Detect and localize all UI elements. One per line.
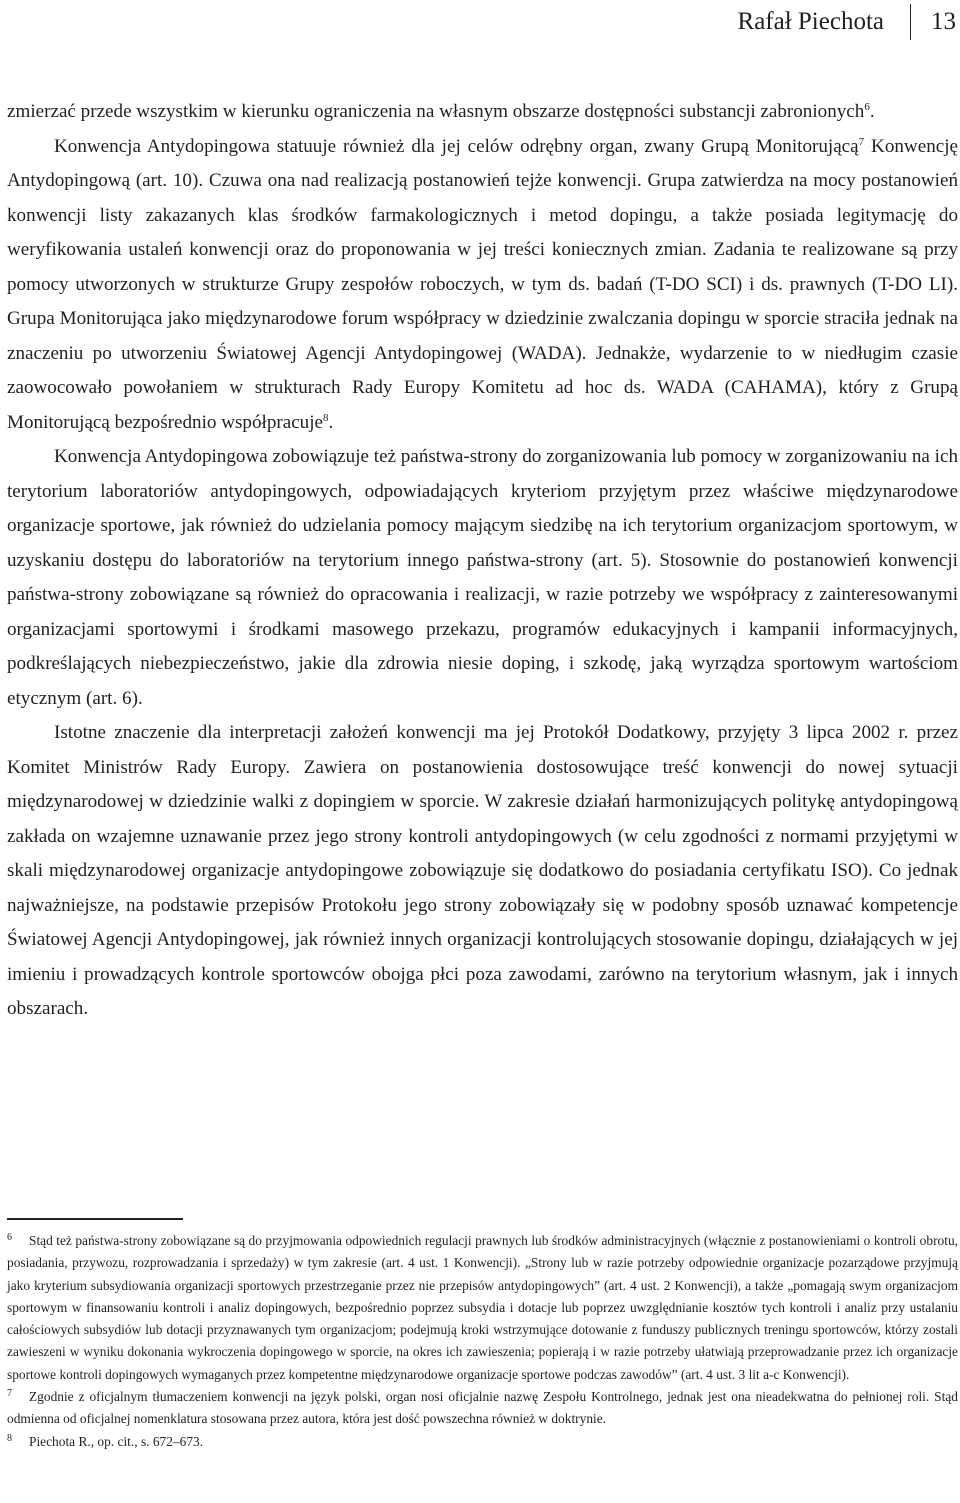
header-divider [910, 4, 911, 40]
footnote-separator [7, 1218, 183, 1220]
footnote-text: Stąd też państwa-strony zobowiązane są do przyjmowania odpowiednich regulacji prawnych lub środków administracyjnych (włącznie z postanowieniami o kontroli obrotu, posiadania, przywozu, rozprowadzania i sprzedaży) w tym zakresie (art. 4 ust. 1 Konwencji). „Strony lub w razie potrzeby odpowiednie organizacje pozarządowe przyjmują jako kryterium subsydiowania organizacji sportowych przestrzeganie przez nie przepisów antydopingowych” (art. 4 ust. 2 Konwencji), a także „pomagają swym organizacjom sportowym w finansowaniu kontroli i analiz dopingowych, bezpośrednio poprzez subsydia i dotacje lub poprzez uwzględnianie kosztów tych kontroli i analiz przy ustalaniu całościowych subsydiów lub dotacji przyznawanych tym organizacjom; podejmują kroki wstrzymujące dotowanie z funduszy publicznych treningu sportowców, którzy zostali zawieszeni w wyniku dokonania wykroczenia dopingowego w sporcie, na okres ich zawieszenia; popierają i w razie potrzeby ułatwiają przeprowadzanie przez ich organizacje sportowe kontroli dopingowych wymaganych przez kompetentne międzynarodowe organizacje sportowe podczas zawodów” (art. 4 ust. 3 lit a-c Konwencji). [7, 1233, 958, 1382]
footnote-text: Piechota R., op. cit., s. 672–673. [29, 1433, 204, 1449]
running-header-author: Rafał Piechota [737, 8, 884, 35]
body-paragraph [7, 95, 958, 130]
footnote-text: Zgodnie z oficjalnym tłumaczeniem konwencji na język polski, organ nosi oficjalnie nazwę Zespołu Kontrolnego, jednak jest ona nieadekwatna do pełnionej roli. Stąd odmienna od oficjalnej nomenklatura stosowana przez autora, która jest dość powszechna również w doktrynie. [7, 1389, 958, 1427]
paragraph-text: Istotne znaczenie dla interpretacji założeń konwencji ma jej Protokół Dodatkowy, przyjęty 3 lipca 2002 r. przez Komitet Ministrów Rady Europy. Zawiera on postanowienia dostosowujące treść konwencji do nowej sytuacji międzynarodowej w dziedzinie walki z dopingiem w sporcie. W zakresie działań harmonizujących politykę antydopingową zakłada on wzajemne uznawanie przez jego strony kontroli antydopingowych (w celu zgodności z normami przyjętymi w skali międzynarodowej organizacje antydopingowe zobowiązuje się dodatkowo do posiadania certyfikatu ISO). Co jednak najważniejsze, na podstawie przepisów Protokołu jego strony zobowiązały się w podobny sposób uznawać kompetencje Światowej Agencji Antydopingowej, jak również innych organizacji kontrolujących stosowanie dopingu, działających w jej imieniu i prowadzących kontrole sportowców obojga płci poza zawodami, zarówno na terytorium własnym, jak i innych obszarach. [7, 722, 958, 1019]
main-text [7, 95, 958, 1027]
footnote-item: 7 Zgodnie z oficjalnym tłumaczeniem konwencji na język polski, organ nosi oficjalnie nazwę Zespołu Kontrolnego, jednak jest ona nieadekwatna do pełnionej roli. Stąd odmienna od oficjalnej nomenklatura stosowana przez autora, która jest dość powszechna również w doktrynie. [7, 1388, 958, 1427]
page-number: 13 [931, 8, 956, 35]
footnote-reference[interactable]: 6 [864, 101, 870, 113]
footnote-item: 8 Piechota R., op. cit., s. 672–673. [7, 1432, 204, 1449]
paragraph-text: zmierzać przede wszystkim w kierunku ograniczenia na własnym obszarze dostępności substancji zabronionych [7, 101, 865, 122]
running-header [0, 0, 960, 44]
paragraph-text: Konwencja Antydopingowa statuuje również dla jej celów odrębny organ, zwany Grupą Monitorującą [54, 135, 859, 157]
footnote-reference[interactable]: 7 [858, 135, 865, 148]
paragraph-text: Konwencję Antydopingową (art. 10). Czuwa ona nad realizacją postanowień tejże konwencji. Grupa zatwierdza na mocy postanowień konwencji listy zakazanych klas środków farmakologicznych i metod dopingu, a także posiada legitymację do weryfikowania ustaleń konwencji oraz do proponowania w jej treści koniecznych zmian. Zadania te realizowane są przy pomocy utworzonych w strukturze Grupy zespołów roboczych, w tym ds. badań (T-DO SCI) i ds. prawnych (T-DO LI). Grupa Monitorująca jako międzynarodowe forum współpracy w dziedzinie zwalczania dopingu w sporcie straciła jednak na znaczeniu po utworzeniu Światowej Agencji Antydopingowej (WADA). Jednakże, wydarzenie to w niedługim czasie zaowocowało powołaniem w strukturach Rady Europy Komitetu ad hoc ds. WADA (CAHAMA), który z Grupą Monitorującą bezpośrednio współpracuje [7, 135, 958, 433]
footnotes [7, 1230, 958, 1453]
body-paragraph [7, 130, 958, 441]
footnote-item: 6 Stąd też państwa-strony zobowiązane są do przyjmowania odpowiednich regulacji prawnych lub środków administracyjnych (włącznie z postanowieniami o kontroli obrotu, posiadania, przywozu, rozprowadzania i sprzedaży) w tym zakresie (art. 4 ust. 1 Konwencji). „Strony lub w razie potrzeby odpowiednie organizacje pozarządowe przyjmują jako kryterium subsydiowania organizacji sportowych przestrzeganie przez nie przepisów antydopingowych” (art. 4 ust. 2 Konwencji), a także „pomagają swym organizacjom sportowym w finansowaniu kontroli i analiz dopingowych, bezpośrednio poprzez subsydia i dotacje lub poprzez uwzględnianie kosztów tych kontroli i analiz przy ustalaniu całościowych subsydiów lub dotacji przyznawanych tym organizacjom; podejmują kroki wstrzymujące dotowanie z funduszy publicznych treningu sportowców, którzy zostali zawieszeni w wyniku dokonania wykroczenia dopingowego w sporcie, na okres ich zawieszenia; popierają i w razie potrzeby ułatwiają przeprowadzanie przez ich organizacje sportowe kontroli dopingowych wymaganych przez kompetentne międzynarodowe organizacje sportowe podczas zawodów” (art. 4 ust. 3 lit a-c Konwencji). [7, 1232, 958, 1382]
paragraph-text: Konwencja Antydopingowa zobowiązuje też państwa-strony do zorganizowania lub pomocy w zorganizowaniu na ich terytorium laboratoriów antydopingowych, odpowiadających kryteriom przyjętym przez właściwe międzynarodowe organizacje sportowe, jak również do udzielania pomocy mającym siedzibę na ich terytorium organizacjom sportowym, w uzyskaniu dostępu do laboratoriów na terytorium innego państwa-strony (art. 5). Stosownie do postanowień konwencji państwa-strony zobowiązane są również do opracowania i realizacji, w razie potrzeby we współpracy z zainteresowanymi organizacjami sportowymi i środkami masowego przekazu, programów edukacyjnych i kampanii informacyjnych, podkreślających niebezpieczeństwo, jakie dla zdrowia niesie doping, i szkodę, jaką wyrządza sportowym wartościom etycznym (art. 6). [7, 446, 958, 709]
paragraph-text: . [869, 101, 875, 122]
footnote-reference[interactable]: 8 [323, 411, 329, 424]
body-paragraph [7, 716, 958, 1027]
body-paragraph [7, 440, 958, 716]
paragraph-text: . [328, 411, 334, 433]
